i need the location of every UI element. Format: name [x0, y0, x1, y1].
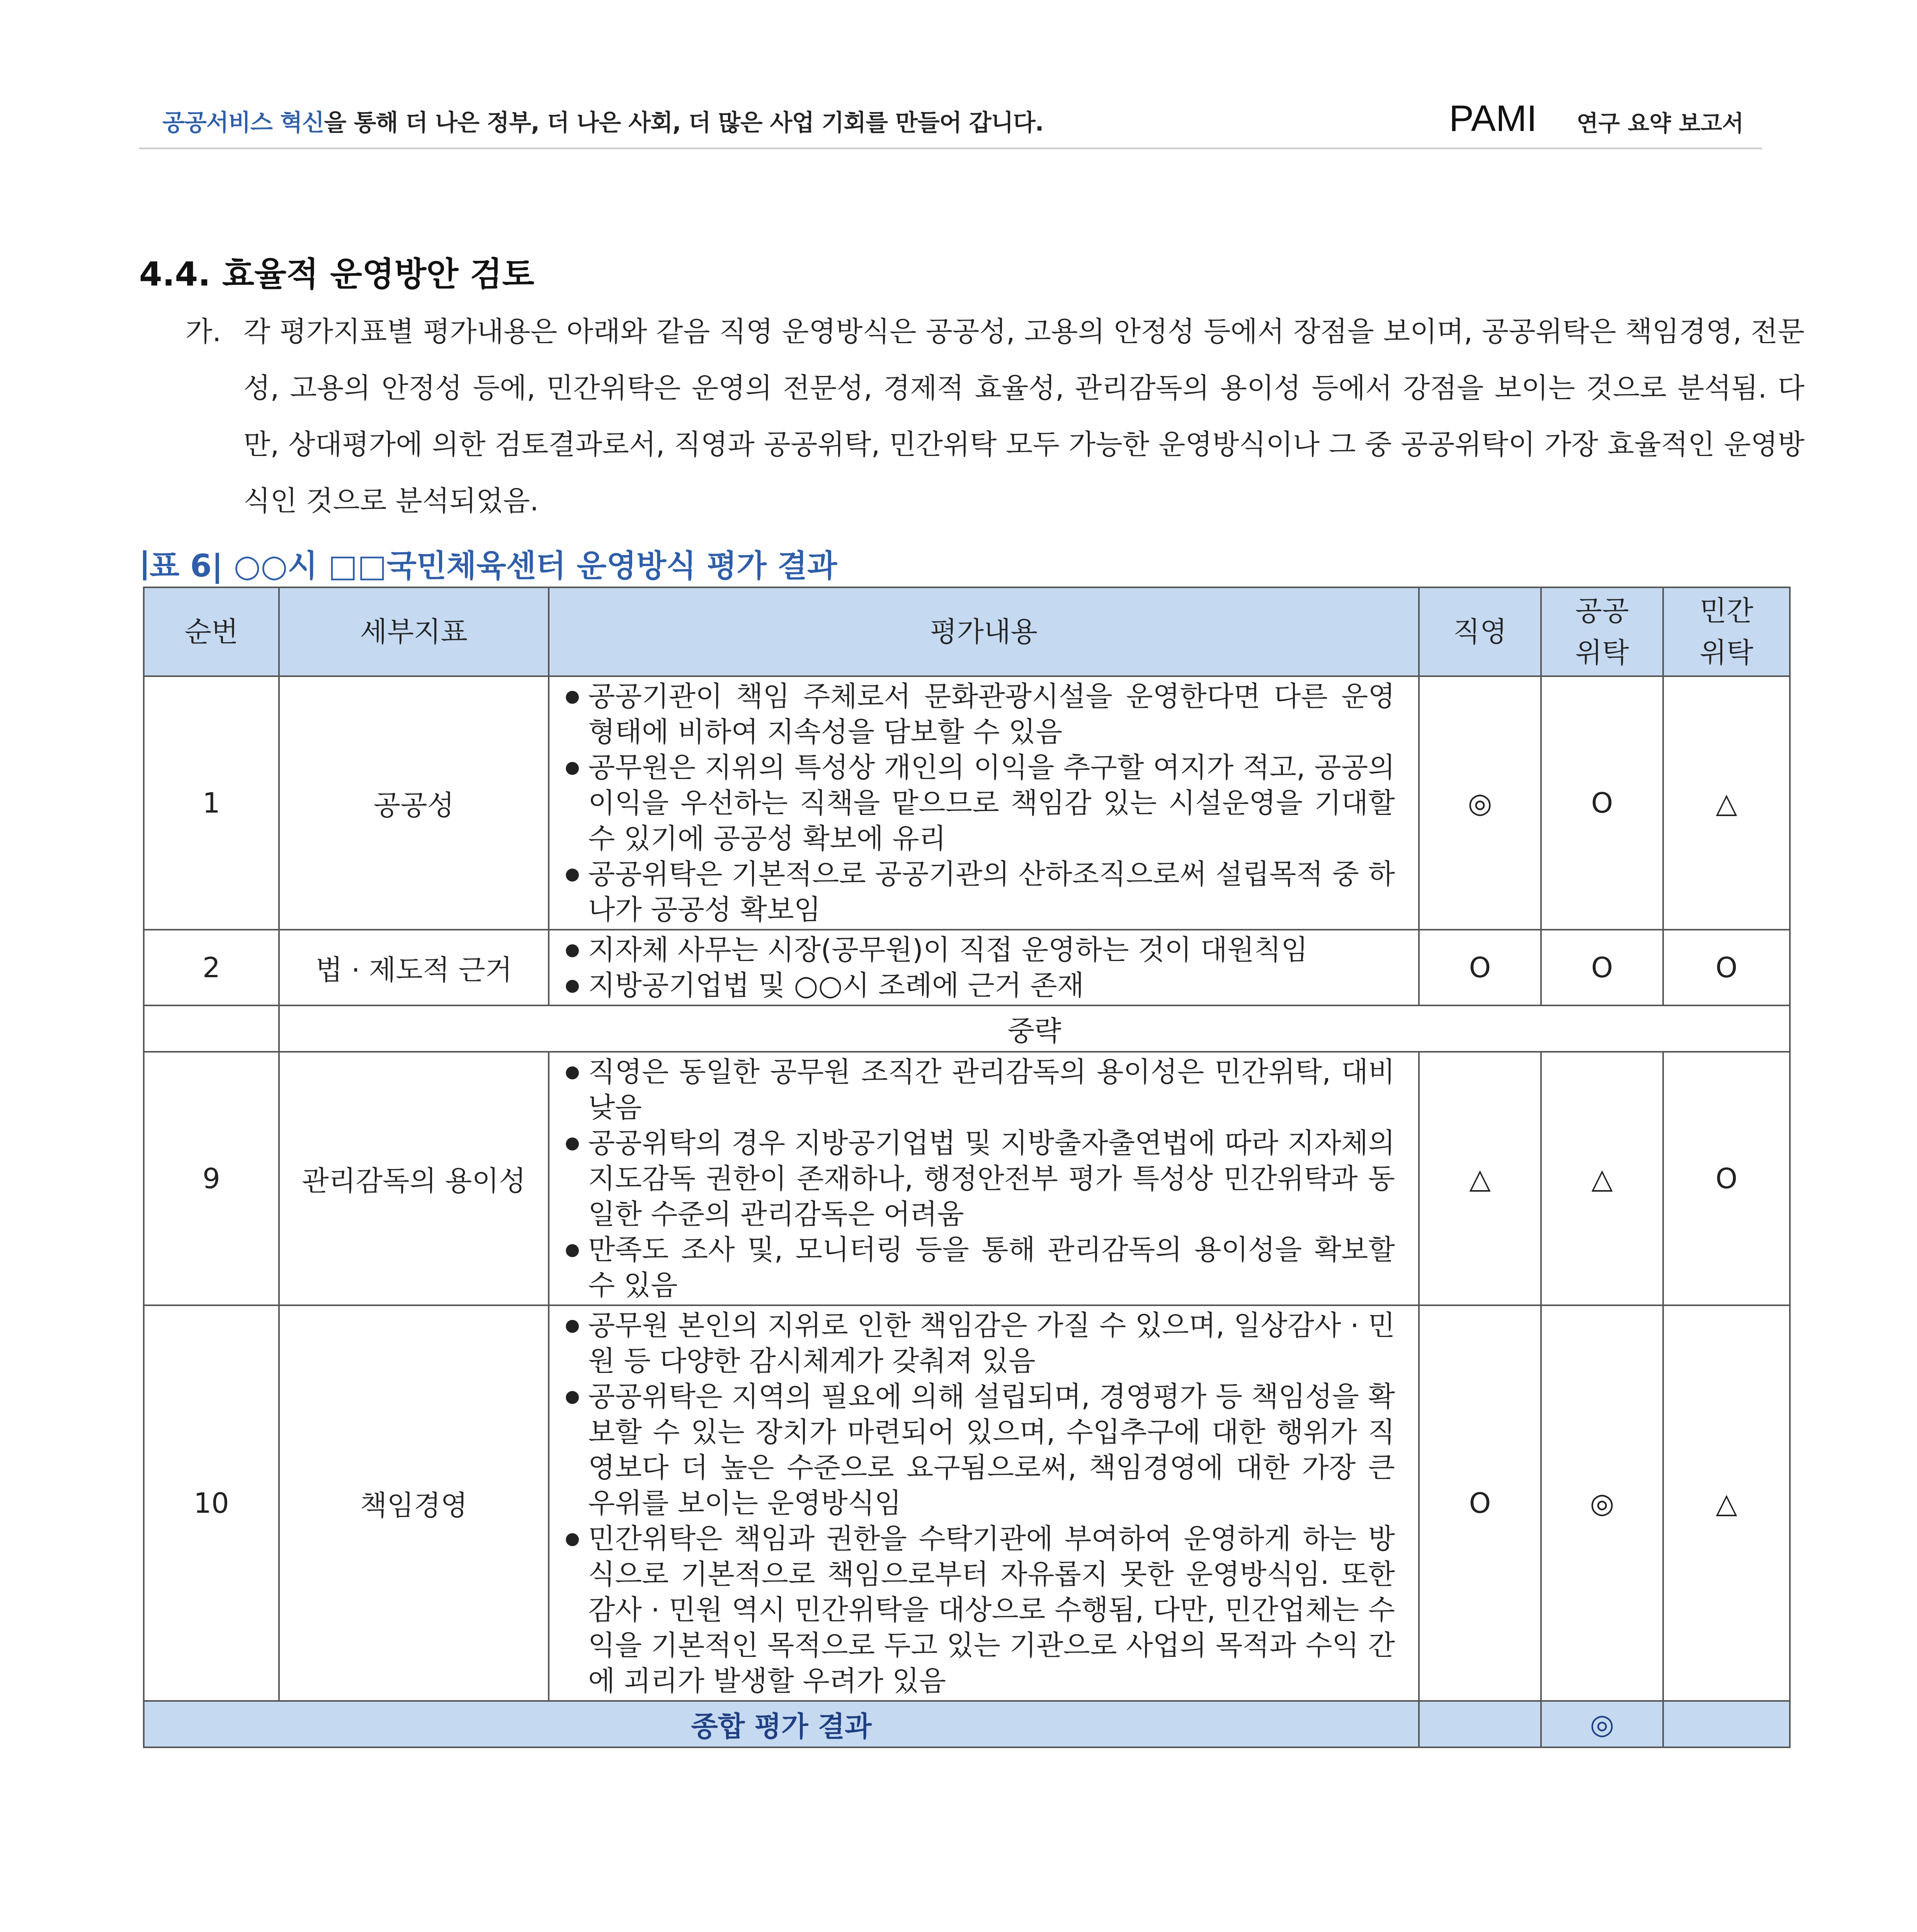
list-item: ● 만족도 조사 및, 모니터링 등을 통해 관리감독의 용이성을 확보할 수 있음	[565, 1232, 1395, 1303]
content-list	[565, 1308, 1395, 1699]
list-item: ● 직영은 동일한 공무원 조직간 관리감독의 용이성은 민간위탁, 대비 낮음	[565, 1054, 1395, 1125]
summary-direct	[1419, 1701, 1541, 1747]
paragraph-text: 각 평가지표별 평가내용은 아래와 같음 직영 운영방식은 공공성, 고용의 안정성 등에서 장점을 보이며, 공공위탁은 책임경영, 전문성, 고용의 안정성 등에, 민간위탁은 운영의 전문성, 경제적 효율성, 관리감독의 용이성 등에서 강점을 보이는 것으로 분석됨. 다만, 상대평가에 의한 검토결과로서, 직영과 공공위탁, 민간위탁 모두 가능한 운영방식이나 그 중 공공위탁이 가장 효율적인 운영방식인 것으로 분석되었음.	[243, 315, 1805, 517]
list-item: ● 공공위탁은 기본적으로 공공기관의 산하조직으로써 설립목적 중 하나가 공공성 확보임	[565, 856, 1395, 927]
row-content	[549, 1305, 1419, 1701]
header-public-line2: 위탁	[1575, 636, 1629, 669]
header-tagline	[162, 104, 1043, 138]
page-header	[139, 93, 1762, 147]
header-private-line1: 민간	[1699, 595, 1754, 627]
section-title: 4.4. 효율적 운영방안 검토	[139, 255, 534, 294]
rating-direct: △	[1419, 1052, 1541, 1305]
content-list	[565, 1054, 1395, 1303]
list-item: ● 민간위탁은 책임과 권한을 수탁기관에 부여하여 운영하게 하는 방식으로 기본적으로 책임으로부터 자유롭지 못한 운영방식임. 또한 감사 · 민원 역시 민간위탁을 대상으로 수행됨, 다만, 민간업체는 수익을 기본적인 목적으로 두고 있는 기관으로 사업의 목적과 수익 간에 괴리가 발생할 우려가 있음	[565, 1521, 1395, 1699]
row-content	[549, 930, 1419, 1005]
row-no: 10	[144, 1305, 279, 1701]
table-caption-text: 표 6| ○○시 □□국민체육센터 운영방식 평가 결과	[150, 548, 837, 584]
rating-public: ◎	[1541, 1305, 1663, 1701]
rating-direct: ◎	[1419, 676, 1541, 930]
omitted-blank-cell	[144, 1005, 279, 1052]
rating-direct: O	[1419, 1305, 1541, 1701]
row-indicator: 책임경영	[279, 1305, 549, 1701]
rating-public: O	[1541, 676, 1663, 930]
brand-name: PAMI	[1449, 98, 1537, 139]
summary-label: 종합 평가 결과	[144, 1701, 1419, 1747]
list-item: ● 공공위탁의 경우 지방공기업법 및 지방출자출연법에 따라 지자체의 지도감독 권한이 존재하나, 행정안전부 평가 특성상 민간위탁과 동일한 수준의 관리감독은 어려움	[565, 1125, 1395, 1232]
row-no: 1	[144, 676, 279, 930]
header-private-line2: 위탁	[1699, 636, 1754, 669]
table-caption	[143, 541, 837, 585]
omitted-row	[144, 1005, 1790, 1052]
omitted-label: 중략	[279, 1005, 1790, 1052]
header-content: 평가내용	[549, 587, 1419, 676]
header-public	[1541, 587, 1663, 676]
header-private	[1663, 587, 1790, 676]
rating-private: O	[1663, 930, 1790, 1005]
section-paragraph	[185, 303, 1805, 529]
paragraph-marker: 가.	[185, 315, 221, 348]
content-list	[565, 932, 1395, 1003]
row-indicator: 관리감독의 용이성	[279, 1052, 549, 1305]
list-item: ● 지자체 사무는 시장(공무원)이 직접 운영하는 것이 대원칙임	[565, 932, 1395, 968]
summary-row	[144, 1701, 1790, 1747]
list-item: ● 공무원 본인의 지위로 인한 책임감은 가질 수 있으며, 일상감사 · 민원 등 다양한 감시체계가 갖춰져 있음	[565, 1308, 1395, 1379]
header-public-line1: 공공	[1575, 595, 1629, 627]
rating-private: △	[1663, 676, 1790, 930]
row-content	[549, 676, 1419, 930]
header-direct: 직영	[1419, 587, 1541, 676]
summary-private	[1663, 1701, 1790, 1747]
table-header-row	[144, 587, 1790, 676]
rating-public: △	[1541, 1052, 1663, 1305]
rating-public: O	[1541, 930, 1663, 1005]
list-item: ● 지방공기업법 및 ○○시 조례에 근거 존재	[565, 968, 1395, 1003]
rating-private: △	[1663, 1305, 1790, 1701]
rating-direct: O	[1419, 930, 1541, 1005]
row-indicator: 공공성	[279, 676, 549, 930]
summary-public: ◎	[1541, 1701, 1663, 1747]
table-row	[144, 1052, 1790, 1305]
table-row	[144, 930, 1790, 1005]
tagline-rest: 을 통해 더 나은 정부, 더 나은 사회, 더 많은 사업 기회를 만들어 갑니다.	[324, 109, 1044, 136]
list-item: ● 공공기관이 책임 주체로서 문화관광시설을 운영한다면 다른 운영 형태에 비하여 지속성을 담보할 수 있음	[565, 679, 1395, 750]
document-type: 연구 요약 보고서	[1577, 110, 1744, 136]
table-row	[144, 676, 1790, 930]
list-item: ● 공공위탁은 지역의 필요에 의해 설립되며, 경영평가 등 책임성을 확보할 수 있는 장치가 마련되어 있으며, 수입추구에 대한 행위가 직영보다 더 높은 수준으로 요구됨으로써, 책임경영에 대한 가장 큰 우위를 보이는 운영방식임	[565, 1379, 1395, 1521]
row-content	[549, 1052, 1419, 1305]
caption-bar	[143, 550, 146, 580]
list-item: ● 공무원은 지위의 특성상 개인의 이익을 추구할 여지가 적고, 공공의 이익을 우선하는 직책을 맡으므로 책임감 있는 시설운영을 기대할 수 있기에 공공성 확보에 유리	[565, 750, 1395, 856]
header-divider	[139, 148, 1762, 149]
header-indicator: 세부지표	[279, 587, 549, 676]
row-indicator: 법 · 제도적 근거	[279, 930, 549, 1005]
row-no: 9	[144, 1052, 279, 1305]
header-no: 순번	[144, 587, 279, 676]
rating-private: O	[1663, 1052, 1790, 1305]
table-row	[144, 1305, 1790, 1701]
row-no: 2	[144, 930, 279, 1005]
content-list	[565, 679, 1395, 927]
tagline-accent: 공공서비스 혁신	[162, 109, 324, 136]
evaluation-table	[143, 587, 1791, 1748]
